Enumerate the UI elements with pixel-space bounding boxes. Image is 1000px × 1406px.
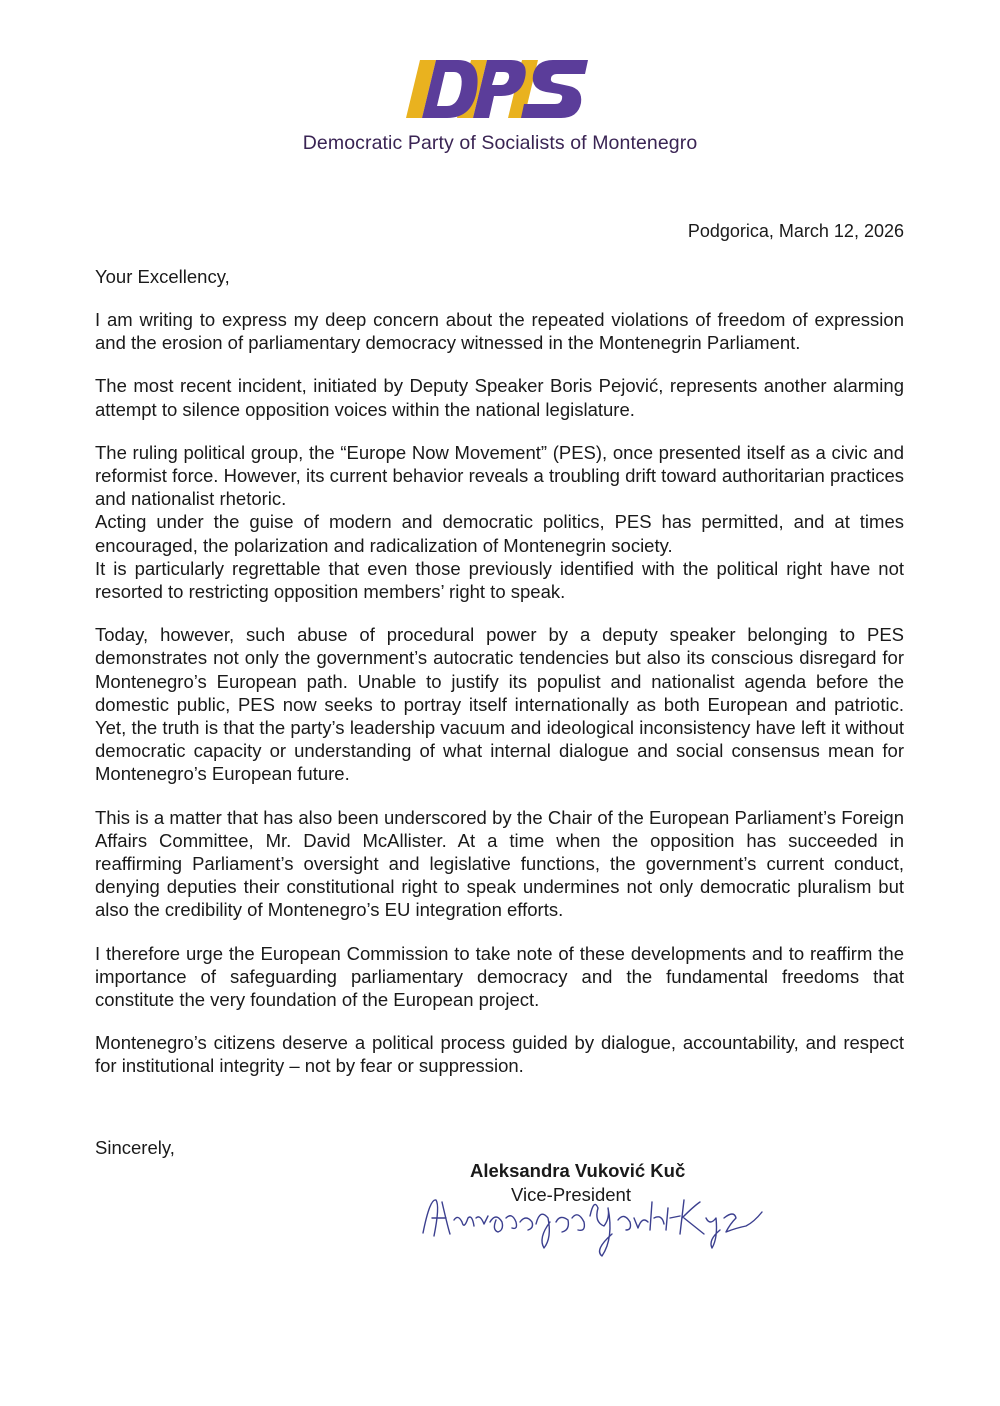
paragraph: This is a matter that has also been underscored by the Chair of the European Parliament’s Foreign Affairs Committee, Mr. David McAllister. At a time when the opposition has succeeded in reaffirming Parliament’s oversight and legislative functions, the government’s current conduct, denying deputies their constitutional right to speak undermines not only democratic pluralism but also the credibility of Montenegro’s EU integration efforts. <box>95 806 904 921</box>
paragraph: Today, however, such abuse of procedural power by a deputy speaker belonging to PES demonstrates not only the government’s autocratic tendencies but also its conscious disregard for Montenegro’s European path. Unable to justify its populist and nationalist agenda before the domestic public, PES now seeks to portray itself internationally as both European and patriotic. Yet, the truth is that the party’s leadership vacuum and ideological inconsistency have left it without democratic capacity or understanding of what internal dialogue and social consensus mean for Montenegro’s European future. <box>95 624 904 785</box>
paragraph: Montenegro’s citizens deserve a political process guided by dialogue, accountability, and respect for institutional integrity – not by fear or suppression. <box>95 1032 904 1077</box>
letter-date: Podgorica, March 12, 2026 <box>687 221 904 241</box>
closing: Sincerely, <box>95 1137 175 1158</box>
salutation: Your Excellency, <box>95 266 230 287</box>
paragraph: The ruling political group, the “Europe Now Movement” (PES), once presented itself as a civic and reformist force. However, its current behavior reveals a troubling drift toward authoritarian practices and nationalist rhetoric. <box>95 441 904 510</box>
signer-title: Vice-President <box>511 1184 631 1205</box>
handwritten-signature <box>418 1178 768 1268</box>
paragraph: It is particularly regrettable that even those previously identified with the political right have not resorted to restricting opposition members’ right to speak. <box>95 557 904 603</box>
paragraph: I therefore urge the European Commission to take note of these developments and to reaffirm the importance of safeguarding parliamentary democracy and the fundamental freedoms that constitute the very foundation of the European project. <box>95 942 904 1011</box>
paragraph: I am writing to express my deep concern about the repeated violations of freedom of expression and the erosion of parliamentary democracy witnessed in the Montenegrin Parliament. <box>95 309 904 354</box>
paragraph: The most recent incident, initiated by Deputy Speaker Boris Pejović, represents another alarming attempt to silence opposition voices within the national legislature. <box>95 375 904 420</box>
dps-logo <box>403 58 593 120</box>
paragraph: Acting under the guise of modern and democratic politics, PES has permitted, and at times encouraged, the polarization and radicalization of Montenegrin society. <box>95 511 904 556</box>
letter-body <box>95 308 904 1078</box>
party-name: Democratic Party of Socialists of Montenegro <box>302 132 698 154</box>
signer-name: Aleksandra Vuković Kuč <box>470 1160 686 1181</box>
